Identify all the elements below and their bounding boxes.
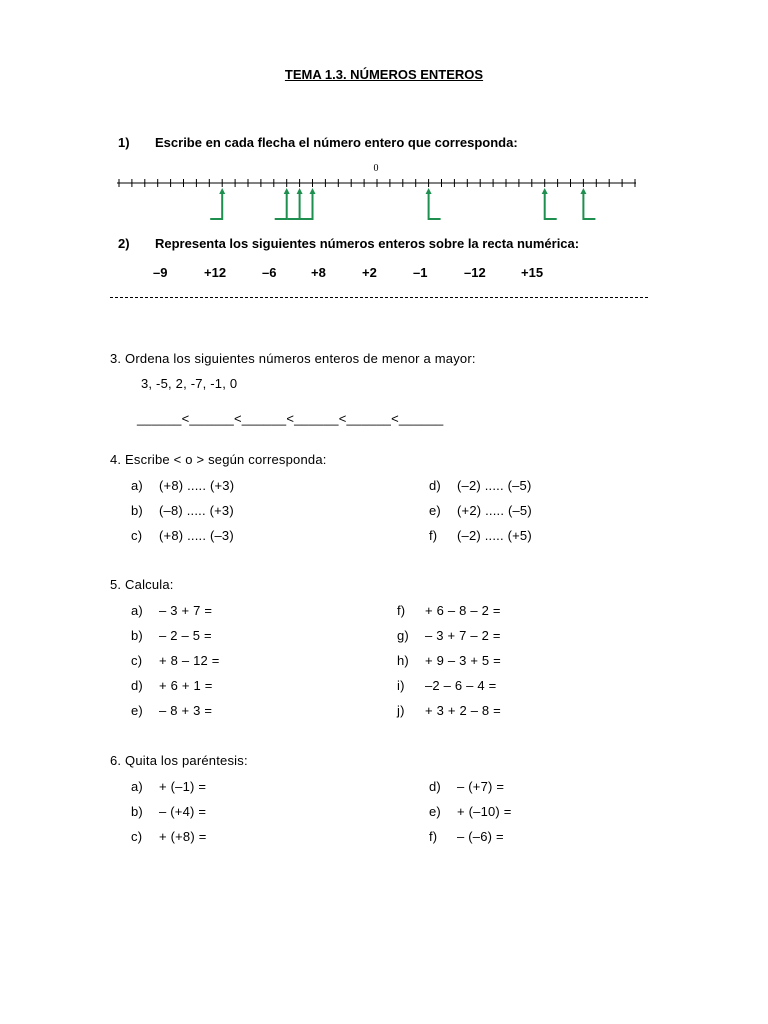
list-item: e) – 8 + 3 = — [131, 703, 213, 718]
list-item: d) – (+7) = — [429, 779, 505, 794]
section1-number: 1) — [118, 135, 130, 150]
list-item: f) (–2) ..... (+5) — [429, 528, 532, 543]
list-item: d) + 6 + 1 = — [131, 678, 213, 693]
list-item: f) + 6 – 8 – 2 = — [397, 603, 501, 618]
page-title: TEMA 1.3. NÚMEROS ENTEROS — [284, 67, 484, 82]
list-item: b) – 2 – 5 = — [131, 628, 212, 643]
list-item: b) – (+4) = — [131, 804, 207, 819]
number-line-arrow — [580, 188, 595, 219]
number-line-arrows — [210, 188, 595, 219]
number-line-arrow — [210, 188, 225, 219]
number-item: +12 — [204, 265, 227, 280]
list-item: d) (–2) ..... (–5) — [429, 478, 532, 493]
number-item: –12 — [464, 265, 486, 280]
section3-numbers: 3, -5, 2, -7, -1, 0 — [141, 376, 238, 391]
list-item: g) – 3 + 7 – 2 = — [397, 628, 501, 643]
list-item: f) – (–6) = — [429, 829, 504, 844]
list-item: c) + (+8) = — [131, 829, 207, 844]
number-item: +15 — [521, 265, 544, 280]
number-item: +8 — [311, 265, 326, 280]
section6-heading: 6. Quita los paréntesis: — [110, 753, 248, 768]
list-item: e) + (–10) = — [429, 804, 512, 819]
number-item: +2 — [362, 265, 377, 280]
list-item: a) (+8) ..... (+3) — [131, 478, 235, 493]
number-line-arrow — [426, 188, 441, 219]
section3-blanks: ______<______<______<______<______<______ — [137, 411, 444, 426]
list-item: a) + (–1) = — [131, 779, 207, 794]
number-line-arrow — [542, 188, 557, 219]
section2-numbers — [0, 265, 768, 283]
zero-label: 0 — [373, 163, 379, 174]
section5-heading: 5. Calcula: — [110, 577, 174, 592]
section2-number: 2) — [118, 236, 130, 251]
number-line — [110, 155, 650, 225]
section4-heading: 4. Escribe < o > según corresponda: — [110, 452, 327, 467]
list-item: a) – 3 + 7 = — [131, 603, 213, 618]
list-item: b) (–8) ..... (+3) — [131, 503, 234, 518]
list-item: e) (+2) ..... (–5) — [429, 503, 532, 518]
number-line-arrow — [288, 188, 303, 219]
number-item: –1 — [413, 265, 428, 280]
number-item: –6 — [262, 265, 277, 280]
section2-text: Representa los siguientes números enteros sobre la recta numérica: — [155, 236, 580, 251]
list-item: i) –2 – 6 – 4 = — [397, 678, 497, 693]
list-item: c) + 8 – 12 = — [131, 653, 220, 668]
list-item: c) (+8) ..... (–3) — [131, 528, 234, 543]
dashed-divider — [110, 297, 648, 298]
number-line-arrow — [275, 188, 290, 219]
number-item: –9 — [153, 265, 168, 280]
list-item: h) + 9 – 3 + 5 = — [397, 653, 501, 668]
section3-heading: 3. Ordena los siguientes números enteros de menor a mayor: — [110, 351, 476, 366]
number-line-arrow — [301, 188, 316, 219]
section1-text: Escribe en cada flecha el número entero que corresponda: — [155, 135, 518, 150]
list-item: j) + 3 + 2 – 8 = — [397, 703, 501, 718]
